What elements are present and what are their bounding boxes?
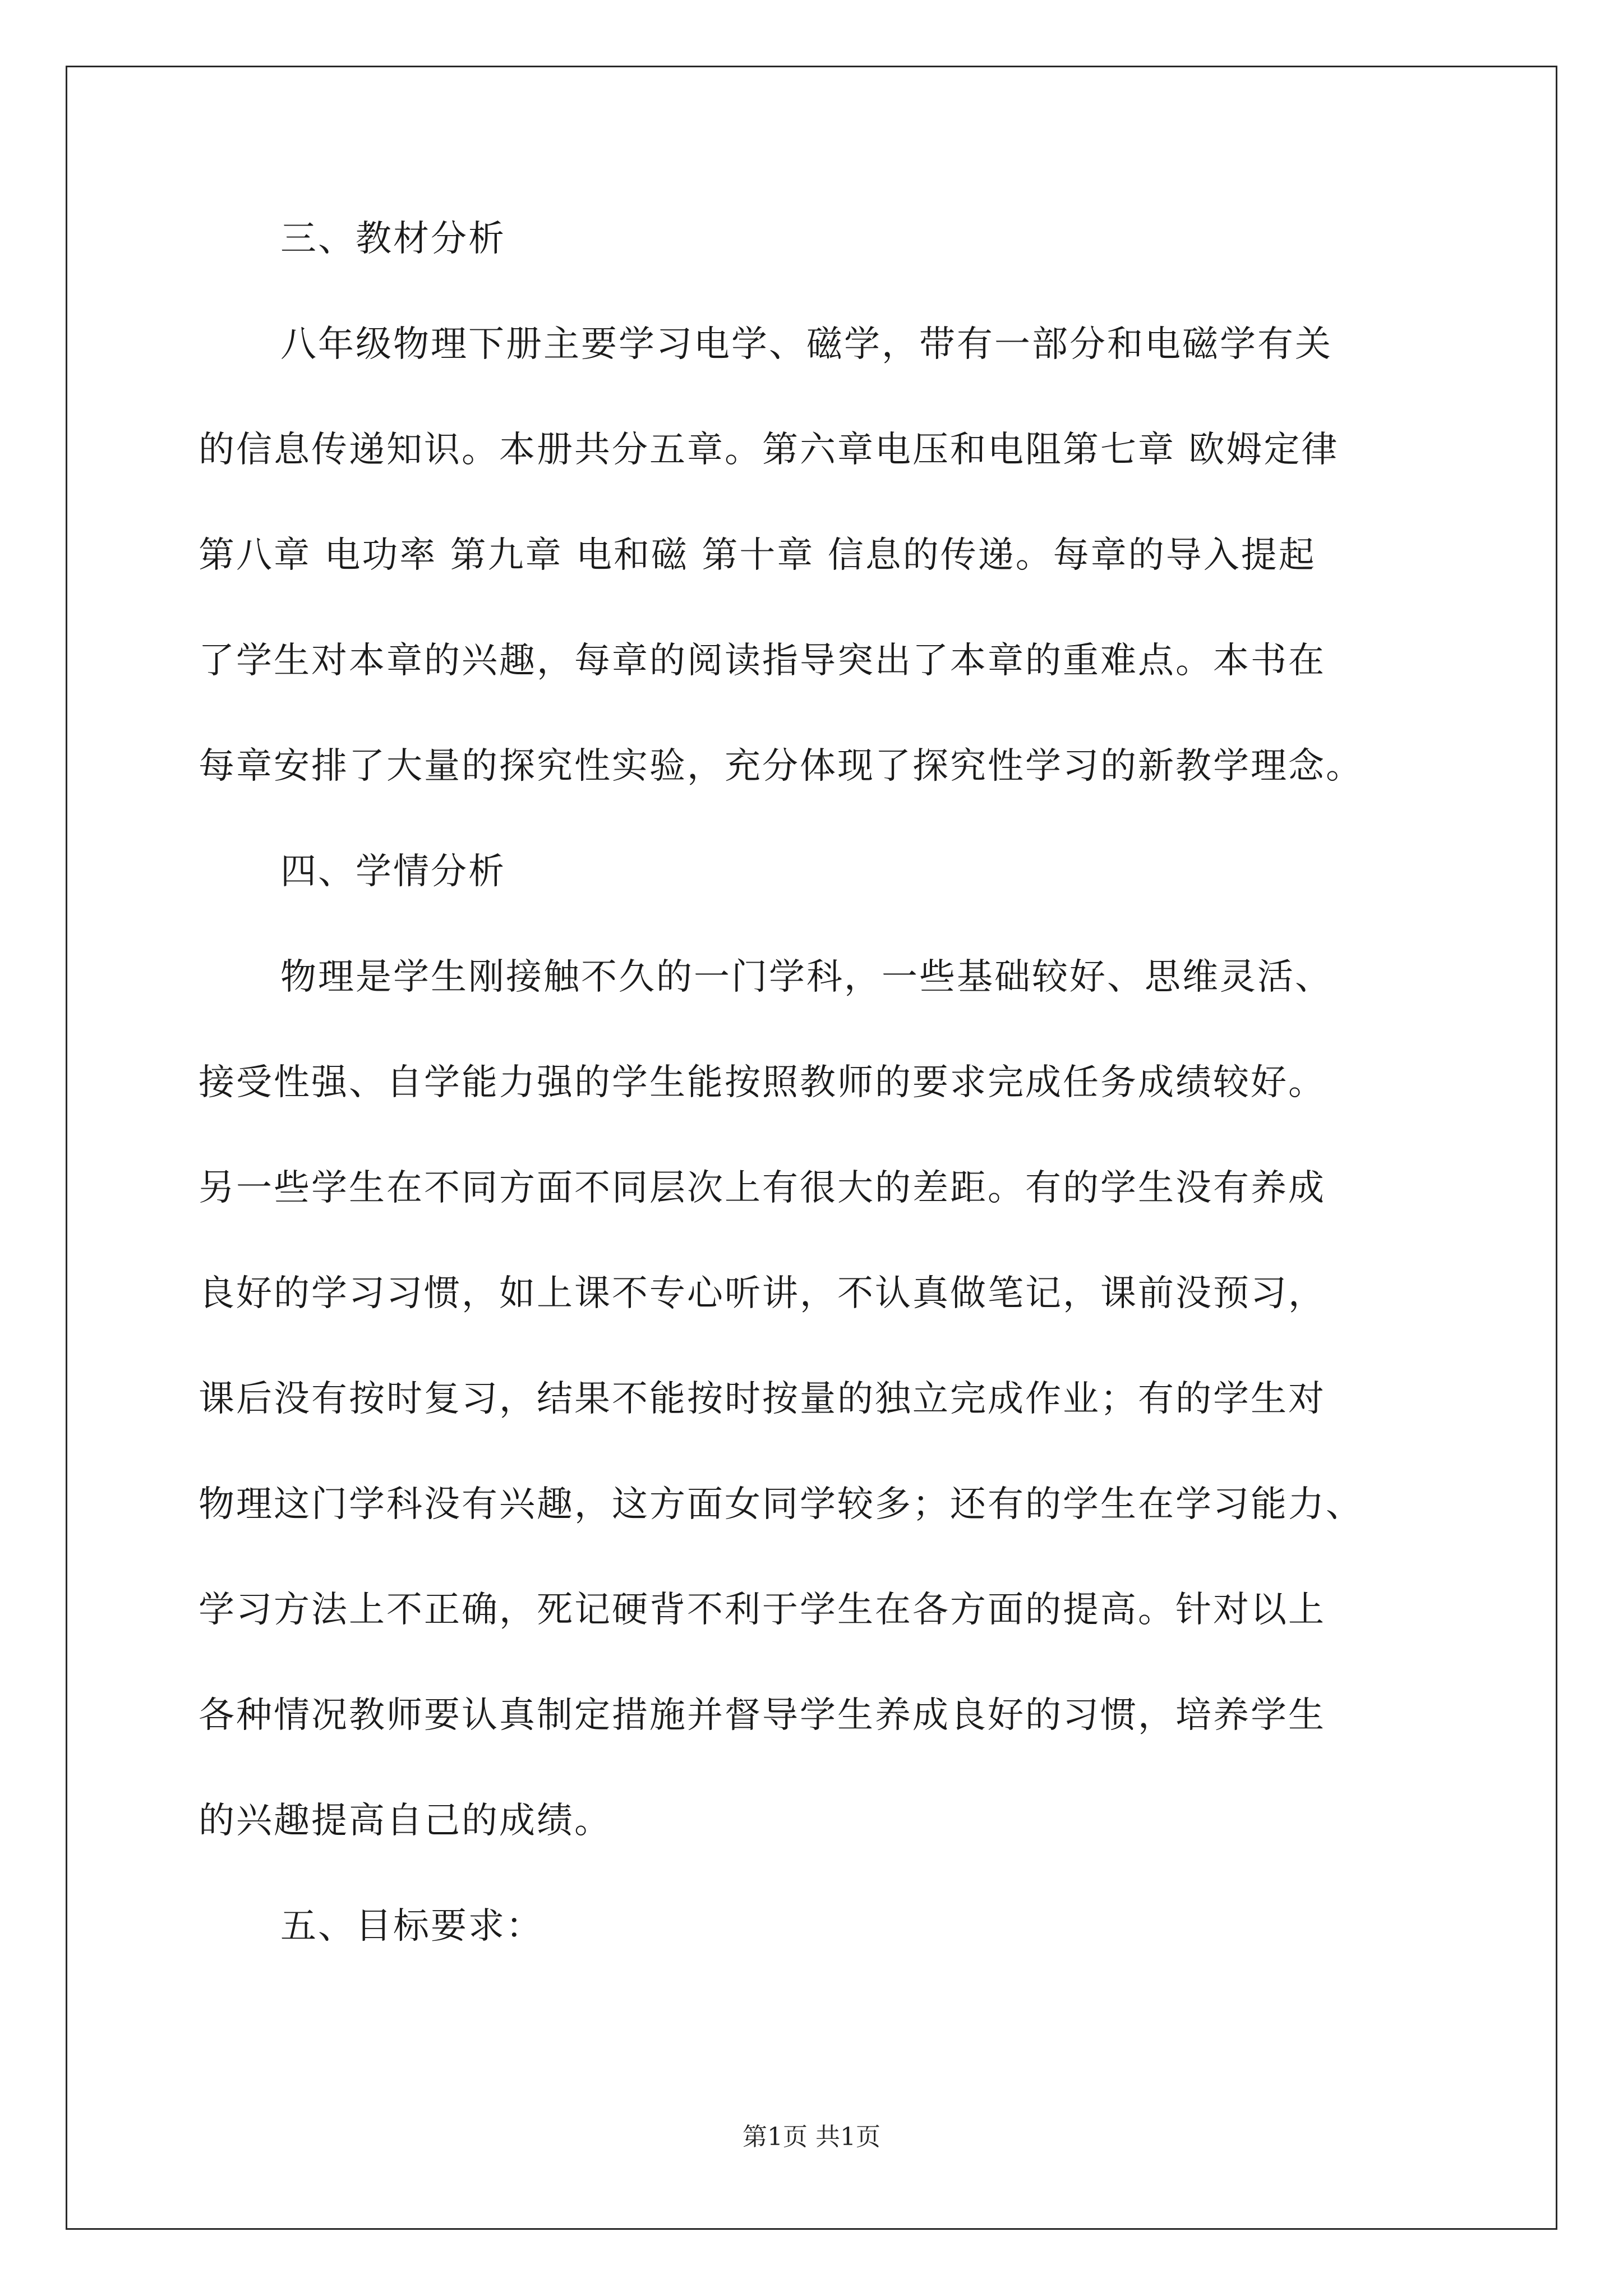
paragraph-line: 物理这门学科没有兴趣，这方面女同学较多；还有的学生在学习能力、 <box>199 1484 1363 1525</box>
page-number-footer: 第1页 共1页 <box>743 2123 880 2151</box>
paragraph-line: 了学生对本章的兴趣，每章的阅读指导突出了本章的重难点。本书在 <box>199 640 1326 682</box>
paragraph-line: 的信息传递知识。本册共分五章。第六章电压和电阻第七章 欧姆定律 <box>199 429 1339 471</box>
paragraph-line: 物理是学生刚接触不久的一门学科，一些基础较好、思维灵活、 <box>280 956 1332 998</box>
paragraph-line: 良好的学习习惯，如上课不专心听讲，不认真做笔记，课前没预习， <box>199 1273 1326 1314</box>
paragraph-line: 课后没有按时复习，结果不能按时按量的独立完成作业；有的学生对 <box>199 1378 1326 1420</box>
section-heading-3: 三、教材分析 <box>280 218 506 260</box>
paragraph-line: 八年级物理下册主要学习电学、磁学，带有一部分和电磁学有关 <box>280 324 1332 365</box>
paragraph-line: 每章安排了大量的探究性实验，充分体现了探究性学习的新教学理念。 <box>199 746 1363 787</box>
paragraph-line: 接受性强、自学能力强的学生能按照教师的要求完成任务成绩较好。 <box>199 1062 1326 1103</box>
paragraph-line: 的兴趣提高自己的成绩。 <box>199 1800 612 1842</box>
section-heading-4: 四、学情分析 <box>280 851 506 892</box>
section-heading-5: 五、目标要求： <box>280 1906 543 1947</box>
paragraph-line: 学习方法上不正确，死记硬背不利于学生在各方面的提高。针对以上 <box>199 1589 1326 1631</box>
paragraph-line: 另一些学生在不同方面不同层次上有很大的差距。有的学生没有养成 <box>199 1167 1326 1209</box>
paragraph-line: 各种情况教师要认真制定措施并督导学生养成良好的习惯，培养学生 <box>199 1695 1326 1736</box>
paragraph-line: 第八章 电功率 第九章 电和磁 第十章 信息的传递。每章的导入提起 <box>199 535 1316 576</box>
